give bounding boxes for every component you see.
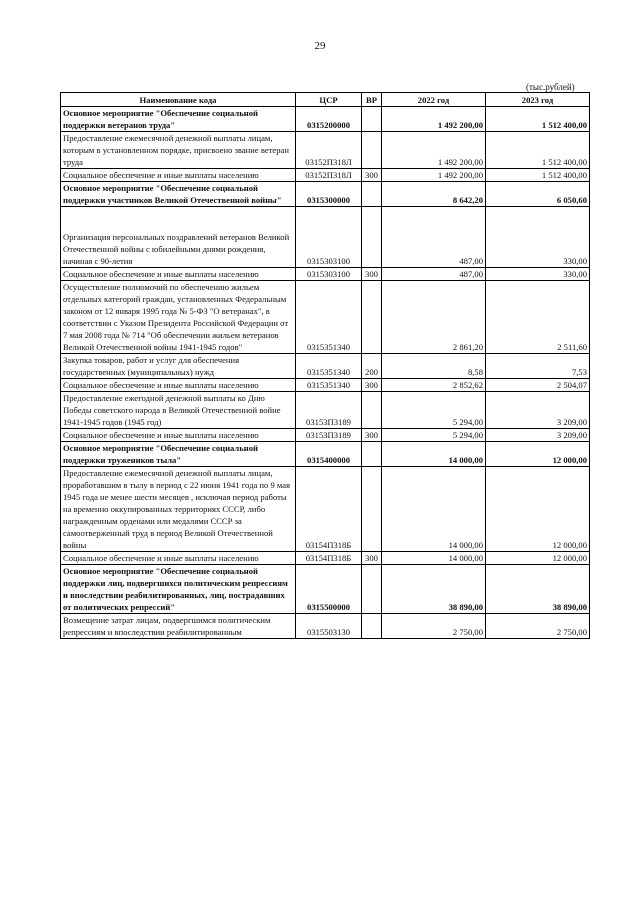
row-name-cell: Предоставление ежемесячной денежной выплаты лицам, которым в установленном порядке, присвоено звание ветеран труда [61, 132, 296, 169]
row-name-cell: Основное мероприятие "Обеспечение социальной поддержки ветеранов труда" [61, 107, 296, 132]
unit-note: (тыс.рублей) [526, 82, 575, 92]
row-2023-cell: 3 209,00 [486, 429, 590, 442]
row-2023-cell: 3 209,00 [486, 392, 590, 429]
row-2023-cell: 1 512 400,00 [486, 169, 590, 182]
row-2022-cell: 14 000,00 [382, 467, 486, 552]
row-csr-cell: 0315351340 [296, 281, 362, 354]
row-name-cell: Организация персональных поздравлений ветеранов Великой Отечественной войны с юбилейными днями рождения, начиная с 90-летия [61, 207, 296, 268]
table-row [61, 107, 590, 132]
table-row [61, 169, 590, 182]
row-name-cell: Социальное обеспечение и иные выплаты населению [61, 379, 296, 392]
row-vr-cell: 200 [362, 354, 382, 379]
row-vr-cell [362, 614, 382, 639]
table-row [61, 132, 590, 169]
header-2022: 2022 год [382, 93, 486, 107]
row-vr-cell: 300 [362, 552, 382, 565]
row-2023-cell: 1 512 400,00 [486, 132, 590, 169]
row-csr-cell: 0315200000 [296, 107, 362, 132]
table-row [61, 281, 590, 354]
row-csr-cell: 03152П318Л [296, 132, 362, 169]
row-csr-cell: 03154П318Б [296, 552, 362, 565]
row-2022-cell: 487,00 [382, 268, 486, 281]
table-body [61, 107, 590, 639]
row-csr-cell: 0315351340 [296, 354, 362, 379]
table-row [61, 467, 590, 552]
row-vr-cell: 300 [362, 169, 382, 182]
row-2023-cell: 330,00 [486, 207, 590, 268]
table-row [61, 392, 590, 429]
header-name: Наименование кода [61, 93, 296, 107]
row-2023-cell: 6 050,60 [486, 182, 590, 207]
row-2022-cell: 487,00 [382, 207, 486, 268]
row-2023-cell: 2 750,00 [486, 614, 590, 639]
row-vr-cell [362, 182, 382, 207]
row-csr-cell: 03154П318Б [296, 467, 362, 552]
header-2023: 2023 год [486, 93, 590, 107]
row-name-cell: Социальное обеспечение и иные выплаты населению [61, 169, 296, 182]
table-row [61, 614, 590, 639]
row-vr-cell [362, 207, 382, 268]
table-row [61, 182, 590, 207]
table-row [61, 442, 590, 467]
table-row [61, 379, 590, 392]
table-row [61, 552, 590, 565]
row-2022-cell: 14 000,00 [382, 552, 486, 565]
row-csr-cell: 0315500000 [296, 565, 362, 614]
row-2022-cell: 8,58 [382, 354, 486, 379]
page-number: 29 [314, 40, 326, 52]
row-name-cell: Осуществление полномочий по обеспечению жильем отдельных категорий граждан, установленных Федеральным законом от 12 января 1995 года № 5-ФЗ "О ветеранах", в соответствии с Указом Президента Российской Федерации от 7 мая 2008 года № 714 "Об обеспечении жильем ветеранов Великой Отечественной войны 1941-1945 годов" [61, 281, 296, 354]
row-name-cell: Предоставление ежегодной денежной выплаты ко Дню Победы советского народа в Великой Отечественной войне 1941-1945 годов (1945 год) [61, 392, 296, 429]
row-name-cell: Закупка товаров, работ и услуг для обеспечения государственных (муниципальных) нужд [61, 354, 296, 379]
table-header-row [61, 93, 590, 107]
row-name-cell: Основное мероприятие "Обеспечение социальной поддержки участников Великой Отечественной войны" [61, 182, 296, 207]
row-2023-cell: 330,00 [486, 268, 590, 281]
row-2022-cell: 1 492 200,00 [382, 169, 486, 182]
row-csr-cell: 0315503130 [296, 614, 362, 639]
row-name-cell: Предоставление ежемесячной денежной выплаты лицам, проработавшим в тылу в период с 22 июня 1941 года по 9 мая 1945 года не менее шести месяцев , исключая период работы на временно оккупированных территориях СССР, либо награжденным орденами или медалями СССР за самоотверженный труд в период Великой Отечественной войны [61, 467, 296, 552]
row-name-cell: Возмещение затрат лицам, подвергшимся политическим репрессиям и впоследствии реабилитированным [61, 614, 296, 639]
row-2022-cell: 1 492 200,00 [382, 132, 486, 169]
row-vr-cell: 300 [362, 429, 382, 442]
row-name-cell: Основное мероприятие "Обеспечение социальной поддержки лиц, подвергшихся политическим репрессиям и впоследствии реабилитированных, лиц, пострадавших от политических репрессий" [61, 565, 296, 614]
row-vr-cell [362, 565, 382, 614]
row-csr-cell: 0315300000 [296, 182, 362, 207]
row-2023-cell: 12 000,00 [486, 442, 590, 467]
row-2023-cell: 12 000,00 [486, 467, 590, 552]
header-csr: ЦСР [296, 93, 362, 107]
table-row [61, 565, 590, 614]
row-2023-cell: 38 890,00 [486, 565, 590, 614]
row-csr-cell: 0315400000 [296, 442, 362, 467]
row-vr-cell [362, 467, 382, 552]
table-row [61, 268, 590, 281]
row-vr-cell: 300 [362, 379, 382, 392]
row-csr-cell: 03153П3189 [296, 392, 362, 429]
row-2022-cell: 1 492 200,00 [382, 107, 486, 132]
row-2022-cell: 14 000,00 [382, 442, 486, 467]
row-2022-cell: 8 642,20 [382, 182, 486, 207]
row-csr-cell: 0315303100 [296, 268, 362, 281]
table-row [61, 207, 590, 268]
row-vr-cell [362, 392, 382, 429]
row-csr-cell: 03153П3189 [296, 429, 362, 442]
table-row [61, 429, 590, 442]
row-csr-cell: 0315351340 [296, 379, 362, 392]
row-vr-cell [362, 442, 382, 467]
row-vr-cell [362, 107, 382, 132]
row-2022-cell: 2 750,00 [382, 614, 486, 639]
row-name-cell: Социальное обеспечение и иные выплаты населению [61, 268, 296, 281]
row-2022-cell: 38 890,00 [382, 565, 486, 614]
row-2022-cell: 2 861,20 [382, 281, 486, 354]
row-name-cell: Основное мероприятие "Обеспечение социальной поддержки тружеников тыла" [61, 442, 296, 467]
budget-table [60, 92, 590, 639]
row-csr-cell: 0315303100 [296, 207, 362, 268]
row-csr-cell: 03152П318Л [296, 169, 362, 182]
row-2023-cell: 7,53 [486, 354, 590, 379]
table-row [61, 354, 590, 379]
row-name-cell: Социальное обеспечение и иные выплаты населению [61, 552, 296, 565]
row-2022-cell: 2 852,62 [382, 379, 486, 392]
row-2023-cell: 2 511,60 [486, 281, 590, 354]
row-vr-cell: 300 [362, 268, 382, 281]
row-vr-cell [362, 132, 382, 169]
header-vr: ВР [362, 93, 382, 107]
row-2022-cell: 5 294,00 [382, 392, 486, 429]
row-vr-cell [362, 281, 382, 354]
row-name-cell: Социальное обеспечение и иные выплаты населению [61, 429, 296, 442]
row-2023-cell: 1 512 400,00 [486, 107, 590, 132]
row-2022-cell: 5 294,00 [382, 429, 486, 442]
row-2023-cell: 2 504,07 [486, 379, 590, 392]
row-2023-cell: 12 000,00 [486, 552, 590, 565]
